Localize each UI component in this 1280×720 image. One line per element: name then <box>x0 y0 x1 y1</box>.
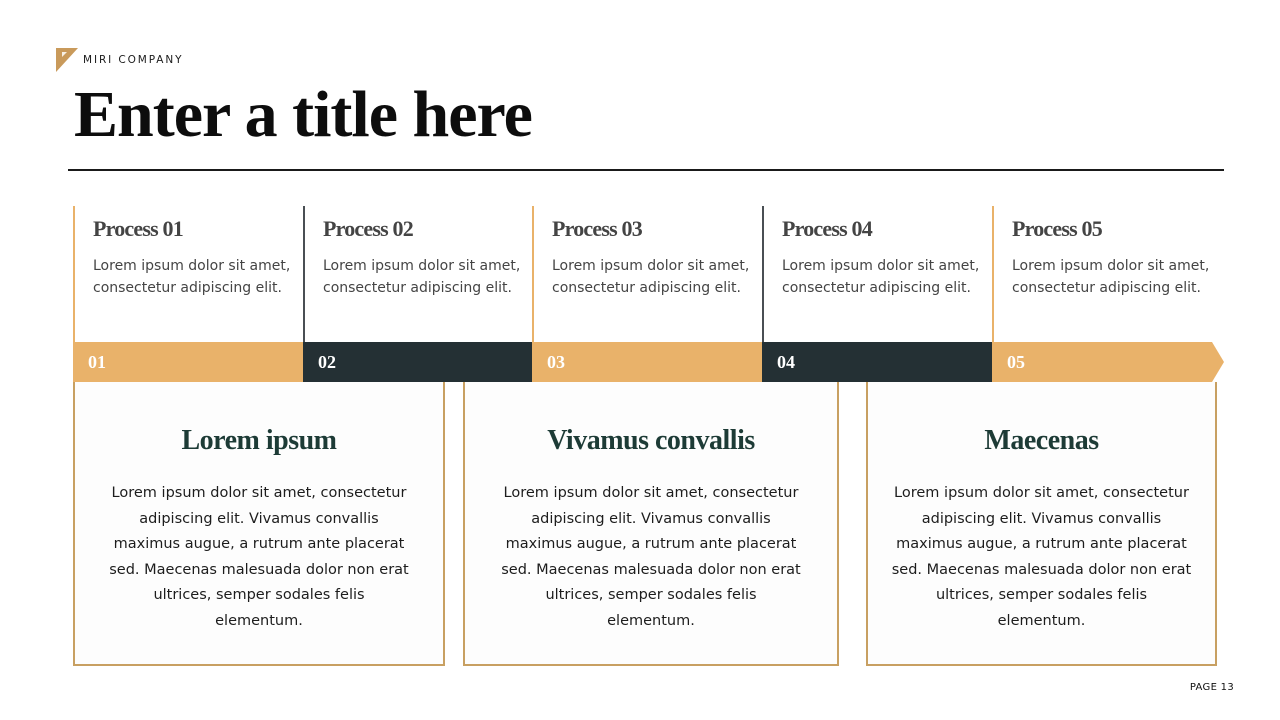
process-title[interactable]: Process 02 <box>323 216 413 241</box>
title-divider <box>68 169 1224 171</box>
card-3 <box>866 382 1217 666</box>
page-title[interactable]: Enter a title here <box>74 78 532 151</box>
page-number: PAGE 13 <box>1189 682 1234 693</box>
process-description[interactable]: Lorem ipsum dolor sit amet, consectetur adipiscing elit. <box>93 258 291 296</box>
card-body[interactable]: Lorem ipsum dolor sit amet, consectetur adipiscing elit. Vivamus convallis maximus augue, a rutrum ante placerat sed. Maecenas malesuada dolor non erat ultrices, semper sodales felis elementum. <box>501 485 801 629</box>
process-title[interactable]: Process 05 <box>1012 216 1102 241</box>
process-title[interactable]: Process 04 <box>782 216 872 241</box>
process-description[interactable]: Lorem ipsum dolor sit amet, consectetur adipiscing elit. <box>782 258 980 296</box>
card-title[interactable]: Vivamus convallis <box>547 425 755 456</box>
card-title[interactable]: Lorem ipsum <box>181 425 337 456</box>
process-column-1 <box>73 206 303 342</box>
card-2 <box>463 382 839 666</box>
arrow-head-icon <box>1212 342 1224 382</box>
process-title[interactable]: Process 01 <box>93 216 183 241</box>
card-1 <box>73 382 445 666</box>
process-description[interactable]: Lorem ipsum dolor sit amet, consectetur adipiscing elit. <box>323 258 521 296</box>
process-column-2 <box>303 206 533 342</box>
step-marker-5: 05 <box>992 342 1212 382</box>
card-body[interactable]: Lorem ipsum dolor sit amet, consectetur adipiscing elit. Vivamus convallis maximus augue, a rutrum ante placerat sed. Maecenas malesuada dolor non erat ultrices, semper sodales felis elementum. <box>109 485 409 629</box>
folded-corner-logo-icon <box>56 48 78 72</box>
process-column-5 <box>992 206 1222 342</box>
step-marker-4: 04 <box>762 342 992 382</box>
process-description[interactable]: Lorem ipsum dolor sit amet, consectetur adipiscing elit. <box>1012 258 1210 296</box>
step-marker-1: 01 <box>73 342 303 382</box>
process-column-4 <box>762 206 992 342</box>
card-body[interactable]: Lorem ipsum dolor sit amet, consectetur adipiscing elit. Vivamus convallis maximus augue, a rutrum ante placerat sed. Maecenas malesuada dolor non erat ultrices, semper sodales felis elementum. <box>891 485 1192 629</box>
step-marker-3: 03 <box>532 342 762 382</box>
card-title[interactable]: Maecenas <box>984 425 1099 456</box>
process-column-3 <box>532 206 762 342</box>
brand <box>56 48 183 72</box>
process-title[interactable]: Process 03 <box>552 216 642 241</box>
brand-name: MIRI COMPANY <box>83 54 184 66</box>
process-description[interactable]: Lorem ipsum dolor sit amet, consectetur adipiscing elit. <box>552 258 750 296</box>
step-marker-2: 02 <box>303 342 532 382</box>
